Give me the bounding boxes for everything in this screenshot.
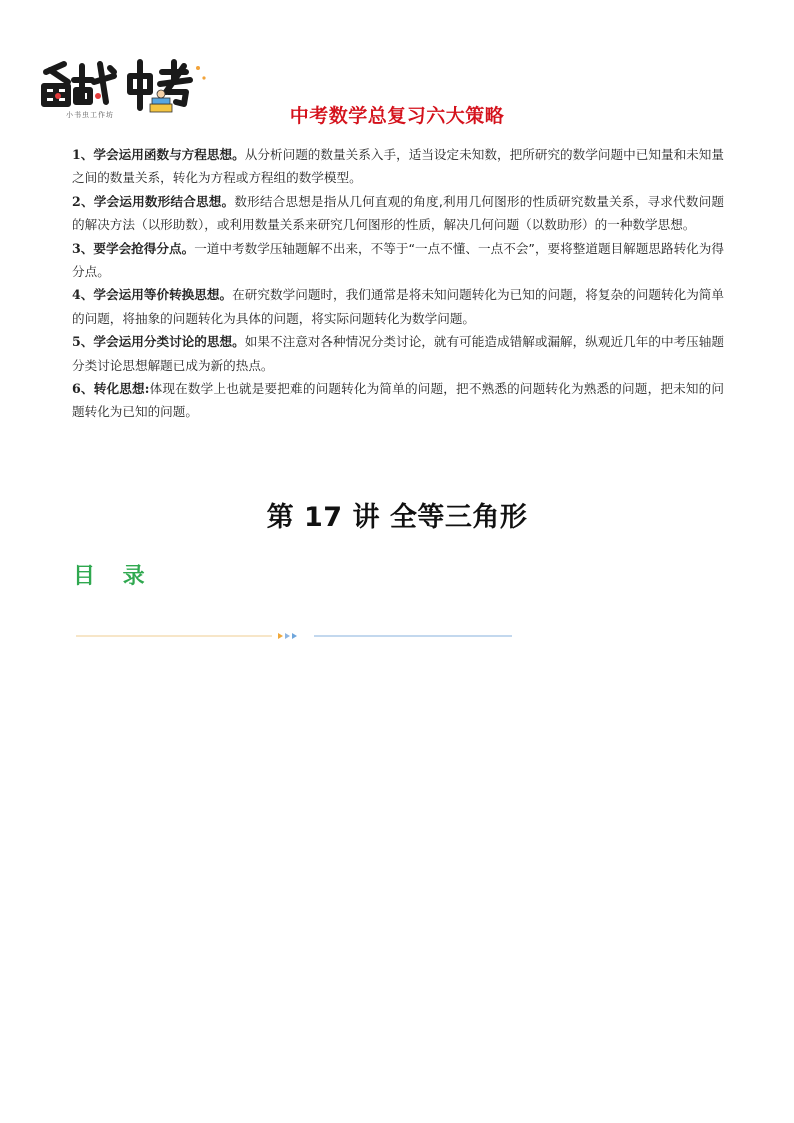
strategy-body: 一道中考数学压轴题解不出来，不等于“一点不懂、一点不会”，要将整道题目解题思路转化为得分点。 [72,240,724,280]
strategy-body: 数形结合思想是指从几何直观的角度,利用几何图形的性质研究数量关系，寻求代数问题的解决方法（以形助数），或利用数量关系来研究几何图形的性质，解决几何问题（以数助形）的一种数学思想。 [72,193,724,233]
strategies-title: 中考数学总复习六大策略 [289,105,505,127]
strategy-lead: 6、转化思想: [72,381,150,397]
strategy-body: 如果不注意对各种情况分类讨论，就有可能造成错解或漏解，纵观近几年的中考压轴题分类讨论思想解题已成为新的热点。 [72,334,725,373]
strategy-item [72,190,724,237]
strategy-lead: 3、要学会抢得分点。 [72,240,195,256]
strategy-body: 在研究数学问题时，我们通常是将未知问题转化为已知的问题，将复杂的问题转化为简单的问题，将抽象的问题转化为具体的问题，将实际问题转化为数学问题。 [72,287,725,326]
strategy-body: 从分析问题的数量关系入手，适当设定未知数，把所研究的数学问题中已知量和未知量之间的数量关系，转化为方程或方程组的数学模型。 [72,147,725,186]
toc-heading: 目 录 [73,564,155,589]
strategy-lead: 5、学会运用分类讨论的思想。 [72,334,245,350]
arrow-right-icon [285,633,290,639]
strategy-lead: 1、学会运用函数与方程思想。 [72,147,245,162]
strategy-item [72,377,724,424]
arrow-right-icon [292,633,297,639]
lecture-title: 第 17 讲 全等三角形 [266,502,528,533]
strategy-body: 体现在数学上也就是要把难的问题转化为简单的问题，把不熟悉的问题转化为熟悉的问题，把未知的问题转化为已知的问题。 [72,381,725,420]
logo-dot-icon [55,93,61,99]
strategy-item [72,283,724,330]
toc-divider [76,630,516,642]
strategy-item [72,330,724,377]
strategy-lead: 2、学会运用数形结合思想。 [72,193,235,209]
logo-slogan: 小书虫工作坊 [66,111,114,119]
strategy-lead: 4、学会运用等价转换思想。 [72,287,233,303]
strategy-item [72,143,724,190]
arrow-right-icon [278,633,283,639]
strategy-item [72,237,724,284]
strategies-list [72,143,724,424]
